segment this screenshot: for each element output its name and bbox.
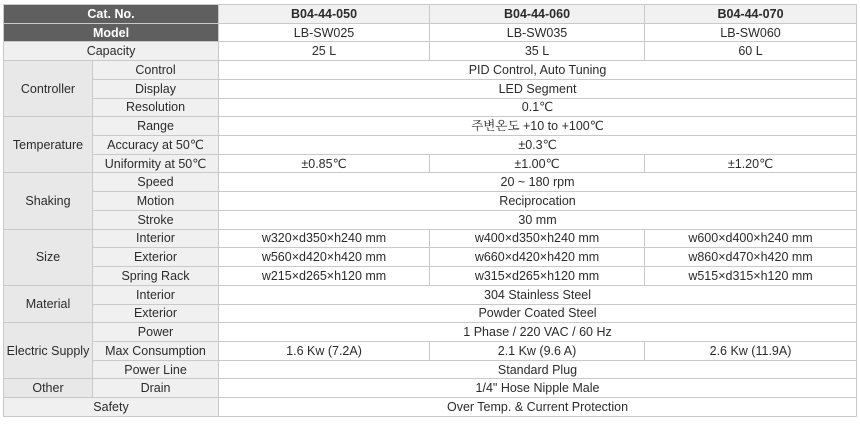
material-interior-row [4, 285, 857, 304]
capacity-value: 25 L [219, 42, 430, 61]
capacity-label: Capacity [4, 42, 219, 61]
size-exterior-value: w860×d470×h420 mm [645, 248, 857, 267]
accuracy-row [4, 136, 857, 155]
power-line-label: Power Line [93, 360, 219, 379]
motion-label: Motion [93, 192, 219, 211]
spring-rack-value: w315×d265×h120 mm [430, 267, 645, 286]
size-interior-row [4, 229, 857, 248]
display-row [4, 79, 857, 98]
spring-rack-value: w215×d265×h120 mm [219, 267, 430, 286]
cat-no-060: B04-44-060 [430, 5, 645, 24]
model-sw035: LB-SW035 [430, 23, 645, 42]
max-consumption-row [4, 341, 857, 360]
speed-label: Speed [93, 173, 219, 192]
speed-row [4, 173, 857, 192]
display-label: Display [93, 79, 219, 98]
size-exterior-row [4, 248, 857, 267]
control-label: Control [93, 61, 219, 80]
control-value: PID Control, Auto Tuning [219, 61, 857, 80]
capacity-value: 60 L [645, 42, 857, 61]
speed-value: 20 ~ 180 rpm [219, 173, 857, 192]
material-exterior-value: Powder Coated Steel [219, 304, 857, 323]
cat-no-label: Cat. No. [4, 5, 219, 24]
drain-value: 1/4" Hose Nipple Male [219, 379, 857, 398]
size-interior-label: Interior [93, 229, 219, 248]
cat-no-050: B04-44-050 [219, 5, 430, 24]
power-label: Power [93, 323, 219, 342]
model-sw025: LB-SW025 [219, 23, 430, 42]
max-consumption-value: 2.6 Kw (11.9A) [645, 341, 857, 360]
stroke-label: Stroke [93, 210, 219, 229]
model-row [4, 23, 857, 42]
controller-category: Controller [4, 61, 93, 117]
uniformity-row [4, 154, 857, 173]
shaking-category: Shaking [4, 173, 93, 229]
material-exterior-row [4, 304, 857, 323]
stroke-value: 30 mm [219, 210, 857, 229]
model-sw060: LB-SW060 [645, 23, 857, 42]
resolution-row [4, 98, 857, 117]
motion-row [4, 192, 857, 211]
capacity-value: 35 L [430, 42, 645, 61]
size-interior-value: w320×d350×h240 mm [219, 229, 430, 248]
material-category: Material [4, 285, 93, 322]
safety-row [4, 398, 857, 417]
accuracy-value: ±0.3℃ [219, 136, 857, 155]
electric-supply-category: Electric Supply [4, 323, 93, 379]
model-label: Model [4, 23, 219, 42]
range-label: Range [93, 117, 219, 136]
material-interior-label: Interior [93, 285, 219, 304]
max-consumption-label: Max Consumption [93, 341, 219, 360]
power-row [4, 323, 857, 342]
capacity-row [4, 42, 857, 61]
range-value: 주변온도 +10 to +100℃ [219, 117, 857, 136]
accuracy-label: Accuracy at 50℃ [93, 136, 219, 155]
spec-table [3, 4, 857, 417]
size-interior-value: w600×d400×h240 mm [645, 229, 857, 248]
power-line-value: Standard Plug [219, 360, 857, 379]
spring-rack-row [4, 267, 857, 286]
resolution-value: 0.1℃ [219, 98, 857, 117]
size-interior-value: w400×d350×h240 mm [430, 229, 645, 248]
control-row [4, 61, 857, 80]
uniformity-value: ±1.20℃ [645, 154, 857, 173]
temperature-category: Temperature [4, 117, 93, 173]
drain-row [4, 379, 857, 398]
max-consumption-value: 1.6 Kw (7.2A) [219, 341, 430, 360]
spring-rack-value: w515×d315×h120 mm [645, 267, 857, 286]
display-value: LED Segment [219, 79, 857, 98]
drain-label: Drain [93, 379, 219, 398]
size-exterior-label: Exterior [93, 248, 219, 267]
max-consumption-value: 2.1 Kw (9.6 A) [430, 341, 645, 360]
other-category: Other [4, 379, 93, 398]
power-line-row [4, 360, 857, 379]
size-exterior-value: w560×d420×h420 mm [219, 248, 430, 267]
material-interior-value: 304 Stainless Steel [219, 285, 857, 304]
motion-value: Reciprocation [219, 192, 857, 211]
power-value: 1 Phase / 220 VAC / 60 Hz [219, 323, 857, 342]
uniformity-label: Uniformity at 50℃ [93, 154, 219, 173]
size-exterior-value: w660×d420×h420 mm [430, 248, 645, 267]
uniformity-value: ±1.00℃ [430, 154, 645, 173]
material-exterior-label: Exterior [93, 304, 219, 323]
safety-label: Safety [4, 398, 219, 417]
spring-rack-label: Spring Rack [93, 267, 219, 286]
range-row [4, 117, 857, 136]
stroke-row [4, 210, 857, 229]
safety-value: Over Temp. & Current Protection [219, 398, 857, 417]
size-category: Size [4, 229, 93, 285]
cat-no-row [4, 5, 857, 24]
cat-no-070: B04-44-070 [645, 5, 857, 24]
uniformity-value: ±0.85℃ [219, 154, 430, 173]
resolution-label: Resolution [93, 98, 219, 117]
